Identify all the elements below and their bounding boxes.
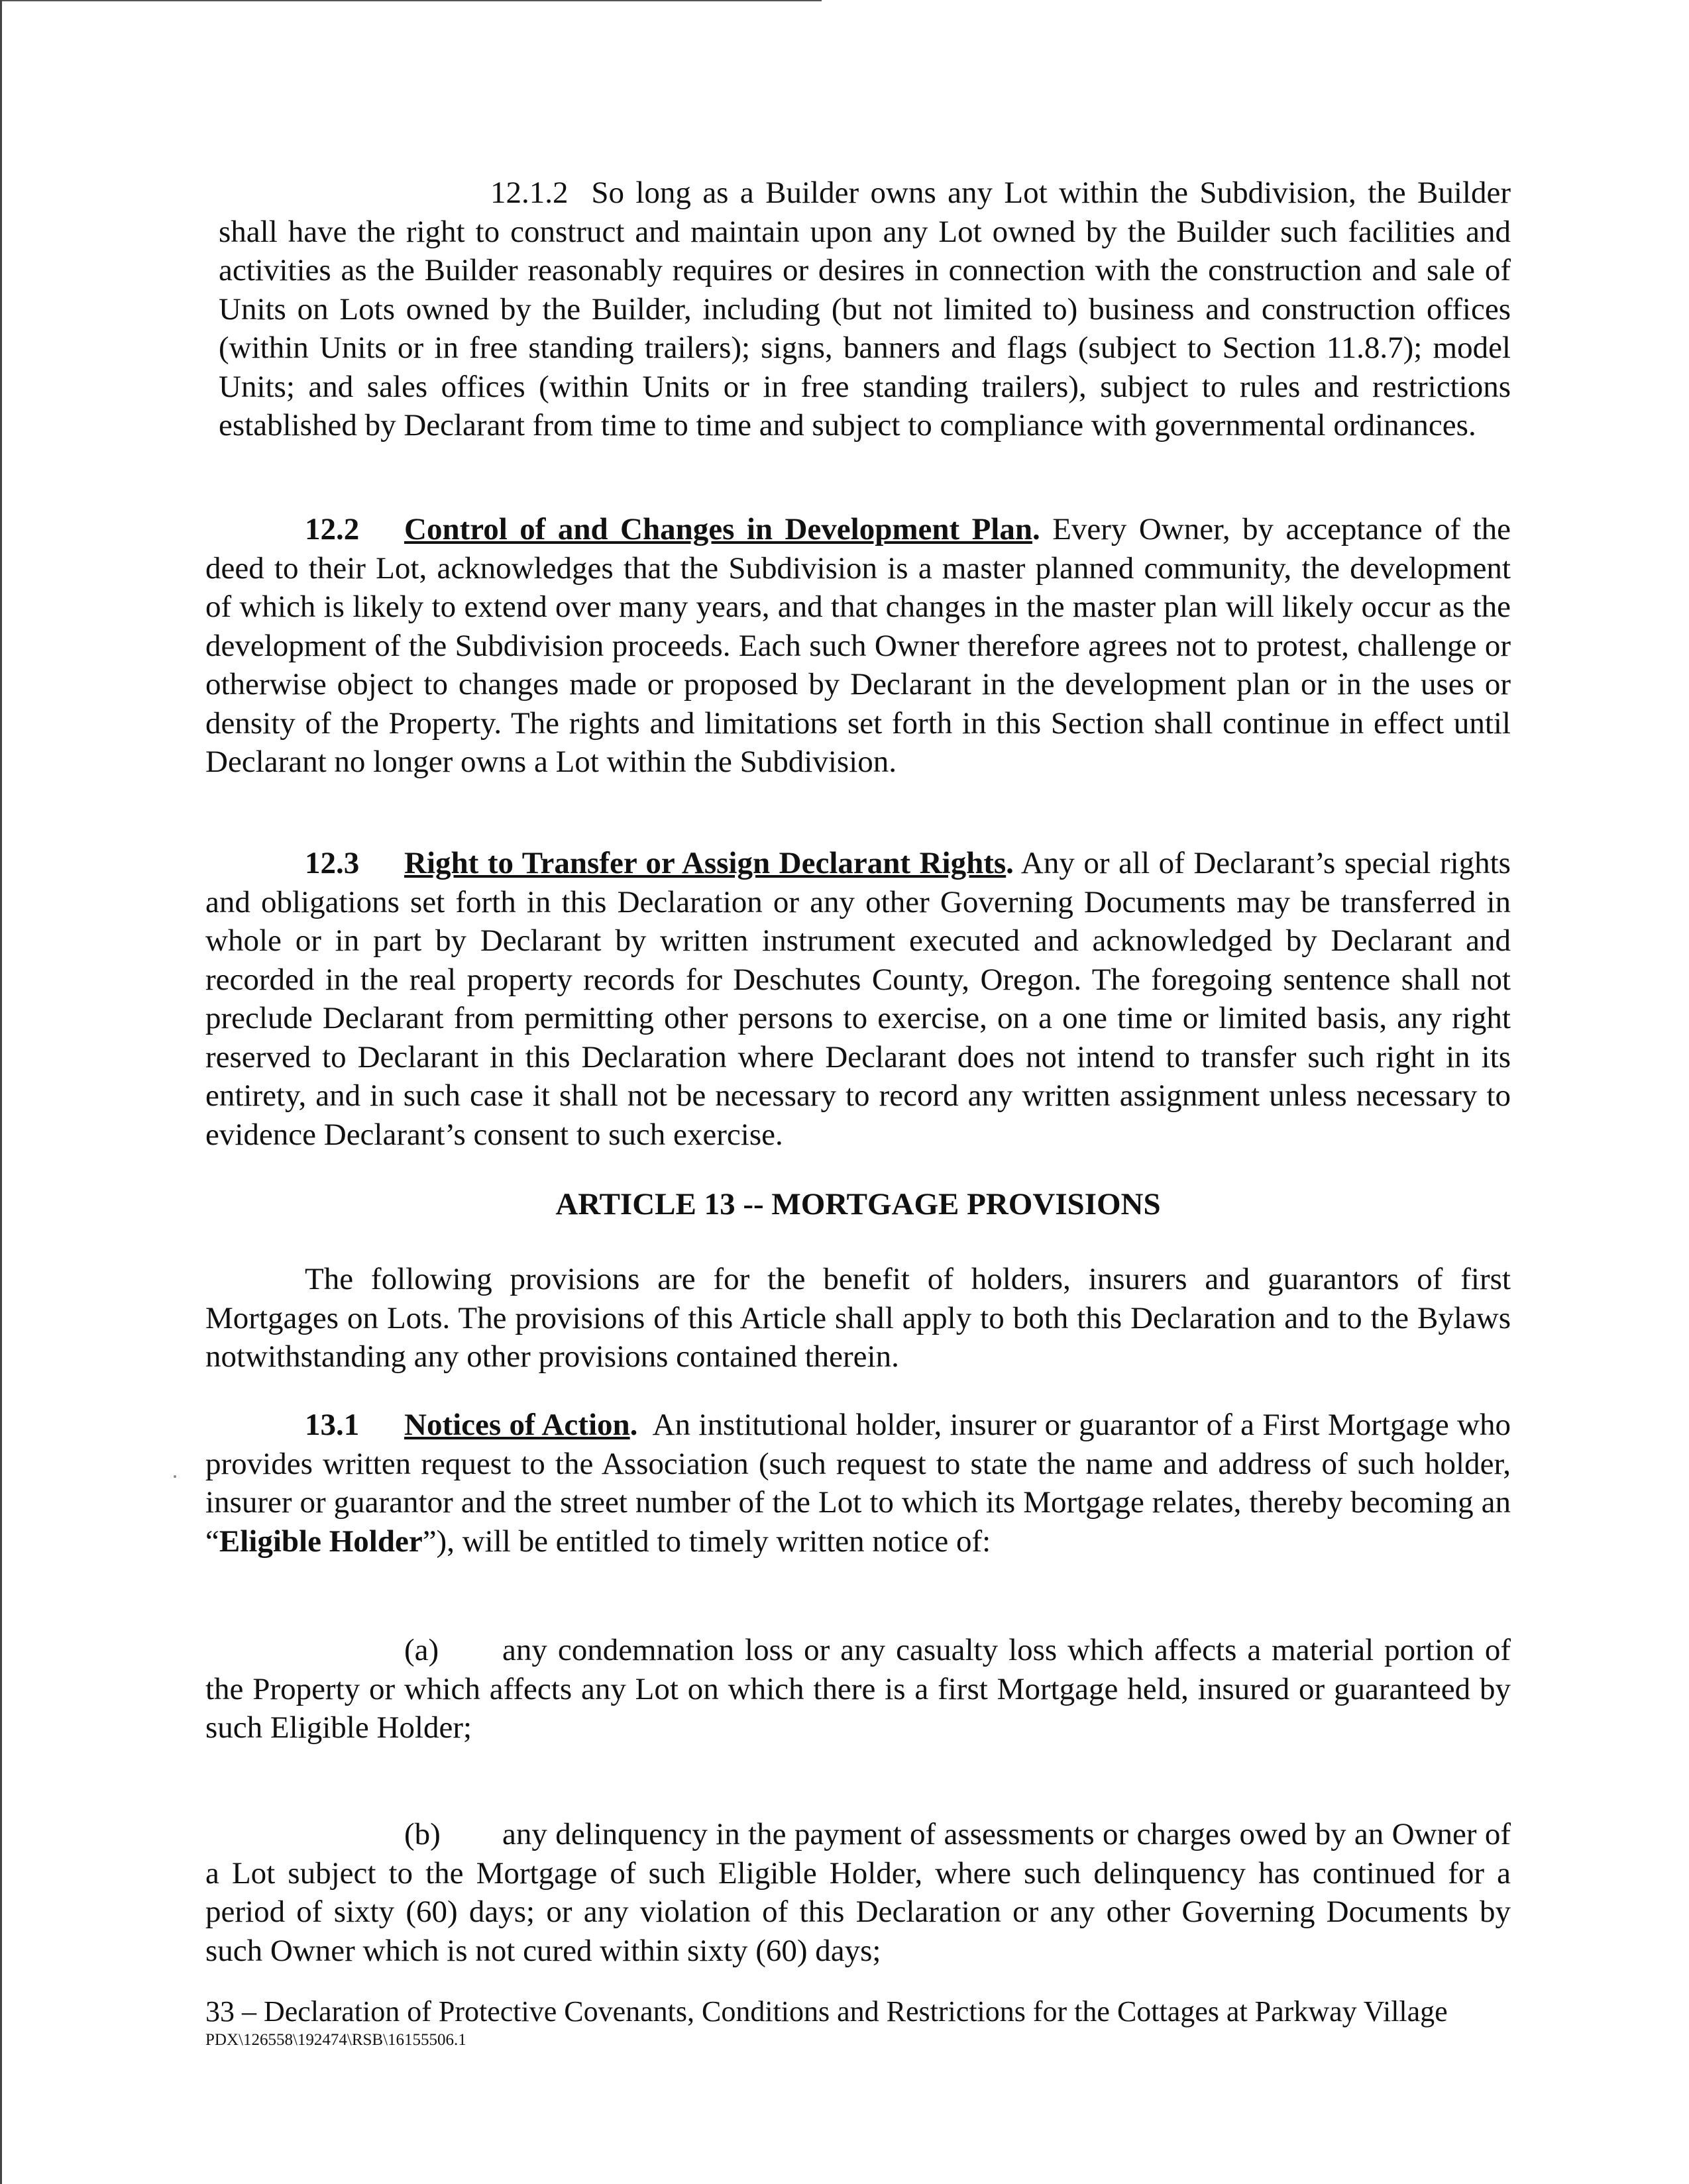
- section-text-after: ”), will be entitled to timely written notice of:: [422, 1524, 991, 1559]
- footer-title-line: [205, 1994, 1511, 2029]
- section-text: So long as a Builder owns any Lot within the Subdivision, the Builder shall have the right to construct and maintain upon any Lot owned by the Builder such facilities and activities as the Builder reasonably requires or desires in connection with the construction and sale of Units on Lots owned by the Builder, including (but not limited to) business and construction offices (within Units or in free standing trailers); signs, banners and flags (subject to Section 11.8.7); model Units; and sales offices (within Units or in free standing trailers), subject to rules and restrictions established by Declarant from time to time and subject to compliance with governmental ordinances.: [219, 176, 1511, 442]
- section-13-1: 13.1 Notices of Action. An institutional holder, insurer or guarantor of a First Mortgage who provides written request to the Association (such request to state the name and address of such holder, insurer or guarantor and the street number of the Lot to which its Mortgage relates, thereby becoming an “Eligible Holder”), will be entitled to timely written notice of:: [205, 1406, 1511, 1561]
- section-heading: Right to Transfer or Assign Declarant Rights: [404, 846, 1007, 880]
- section-text-before: An institutional holder, insurer or guarantor of a First Mortgage who provides written request to the Association (such request to state the name and address of such holder, insurer or guarantor and the street number of the Lot to which its Mortgage relates, thereby becoming an “: [205, 1408, 1511, 1559]
- section-heading: Control of and Changes in Development Plan: [404, 512, 1032, 546]
- defined-term: Eligible Holder: [219, 1524, 423, 1559]
- section-number: 12.3: [305, 846, 360, 880]
- page-number: 33: [205, 1995, 235, 2028]
- scan-mark: [174, 1475, 176, 1478]
- footer-separator: –: [235, 1995, 264, 2028]
- intro-text: The following provisions are for the benefit of holders, insurers and guarantors of first Mortgages on Lots. The provisions of this Article shall apply to both this Declaration and to the Bylaws notwithstanding any other provisions contained therein.: [205, 1262, 1511, 1374]
- document-id: PDX\126558\192474\RSB\16155506.1: [205, 2031, 466, 2049]
- section-12-2: 12.2 Control of and Changes in Development Plan. Every Owner, by acceptance of the deed to their Lot, acknowledges that the Subdivision is a master planned community, the development of which is likely to extend over many years, and that changes in the master plan will likely occur as the development of the Subdivision proceeds. Each such Owner therefore agrees not to protest, challenge or otherwise object to changes made or proposed by Declarant in the development plan or in the uses or density of the Property. The rights and limitations set forth in this Section shall continue in effect until Declarant no longer owns a Lot within the Subdivision.: [205, 510, 1511, 782]
- page-footer: [205, 1994, 1511, 2052]
- subsection-label: (b): [404, 1817, 441, 1851]
- top-rule: [0, 0, 822, 1]
- subsection-b: [205, 1815, 1511, 1970]
- subsection-text: any delinquency in the payment of assessments or charges owed by an Owner of a Lot subject to the Mortgage of such Eligible Holder, where such delinquency has continued for a period of sixty (60) days; or any violation of this Declaration or any other Governing Documents by such Owner which is not cured within sixty (60) days;: [205, 1817, 1511, 1968]
- section-number: 13.1: [305, 1408, 360, 1442]
- section-text: Every Owner, by acceptance of the deed to their Lot, acknowledges that the Subdivision is a master planned community, the development of which is likely to extend over many years, and that changes in the master plan will likely occur as the development of the Subdivision proceeds. Each such Owner therefore agrees not to protest, challenge or otherwise object to changes made or proposed by Declarant in the development plan or in the uses or density of the Property. The rights and limitations set forth in this Section shall continue in effect until Declarant no longer owns a Lot within the Subdivision.: [205, 512, 1511, 779]
- section-heading: Notices of Action: [404, 1408, 630, 1442]
- subsection-a: [205, 1631, 1511, 1747]
- footer-title: Declaration of Protective Covenants, Conditions and Restrictions for the Cottages at Parkway Village: [264, 1995, 1448, 2028]
- article-13-intro: [205, 1260, 1511, 1377]
- section-12-1-2: [219, 174, 1511, 445]
- section-text: Any or all of Declarant’s special rights and obligations set forth in this Declaration or any other Governing Documents may be transferred in whole or in part by Declarant by written instrument executed and acknowledged by Declarant and recorded in the real property records for Deschutes County, Oregon. The foregoing sentence shall not preclude Declarant from permitting other persons to exercise, on a one time or limited basis, any right reserved to Declarant in this Declaration where Declarant does not intend to transfer such right in its entirety, and in such case it shall not be necessary to record any written assignment unless necessary to evidence Declarant’s consent to such exercise.: [205, 846, 1511, 1152]
- section-number: 12.1.2: [490, 176, 569, 210]
- article-13-title: ARTICLE 13 -- MORTGAGE PROVISIONS: [555, 1187, 1161, 1222]
- section-number: 12.2: [305, 512, 360, 546]
- subsection-label: (a): [404, 1633, 439, 1667]
- section-12-3: 12.3 Right to Transfer or Assign Declarant Rights. Any or all of Declarant’s special rights and obligations set forth in this Declaration or any other Governing Documents may be transferred in whole or in part by Declarant by written instrument executed and acknowledged by Declarant and recorded in the real property records for Deschutes County, Oregon. The foregoing sentence shall not preclude Declarant from permitting other persons to exercise, on a one time or limited basis, any right reserved to Declarant in this Declaration where Declarant does not intend to transfer such right in its entirety, and in such case it shall not be necessary to record any written assignment unless necessary to evidence Declarant’s consent to such exercise.: [205, 844, 1511, 1154]
- subsection-text: any condemnation loss or any casualty loss which affects a material portion of the Property or which affects any Lot on which there is a first Mortgage held, insured or guaranteed by such Eligible Holder;: [205, 1633, 1511, 1745]
- scan-left-edge: [0, 0, 2, 2184]
